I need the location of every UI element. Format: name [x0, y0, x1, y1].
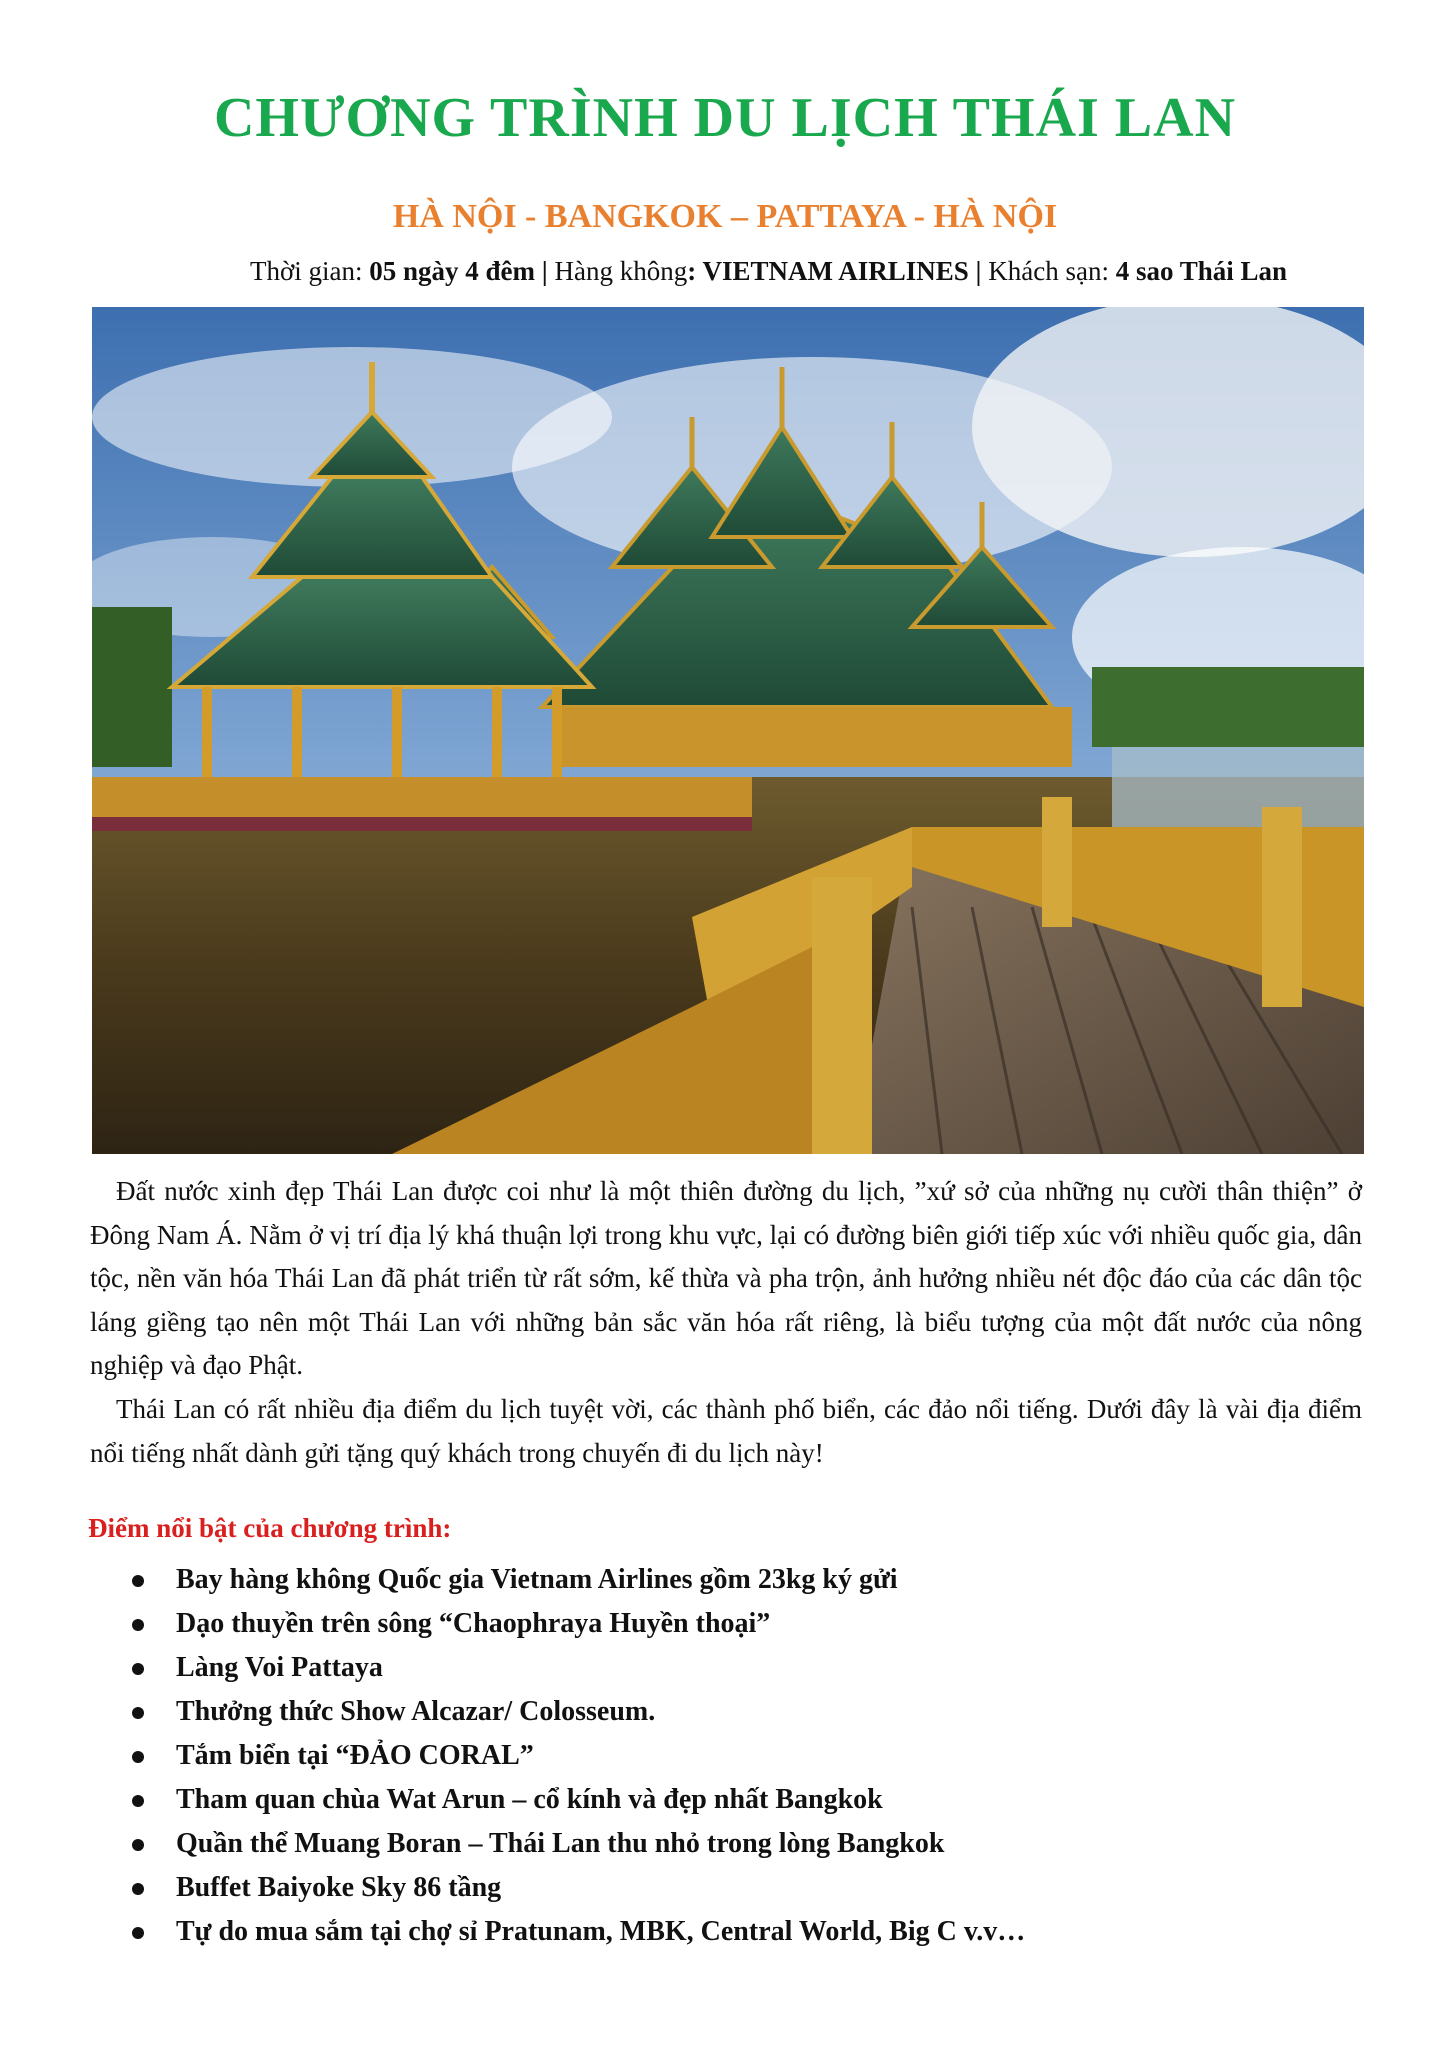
list-item [0, 1822, 1025, 1866]
list-item [0, 1690, 1025, 1734]
list-item [0, 1602, 1025, 1646]
highlight-text: Tự do mua sắm tại chợ sỉ Pratunam, MBK, Central World, Big C v.v… [176, 1916, 1026, 1947]
highlight-text: Buffet Baiyoke Sky 86 tầng [176, 1872, 502, 1903]
intro-paragraph: Thái Lan có rất nhiều địa điểm du lịch tuyệt vời, các thành phố biển, các đảo nổi tiếng. Dưới đây là vài địa điểm nổi tiếng nhất dành gửi tặng quý khách trong chuyến đi du lịch này! [90, 1394, 1362, 1468]
airline-label: Hàng không [554, 256, 688, 286]
duration-value: 05 ngày 4 đêm [369, 256, 536, 286]
bullet-icon [132, 1927, 144, 1939]
highlight-text: Làng Voi Pattaya [176, 1652, 383, 1683]
bullet-icon [132, 1707, 144, 1719]
hotel-value: 4 sao Thái Lan [1115, 256, 1288, 286]
list-item [0, 1910, 1025, 1954]
separator: | [968, 256, 989, 286]
trip-info-line [250, 256, 1287, 287]
separator: | [535, 256, 555, 286]
highlight-text: Tham quan chùa Wat Arun – cổ kính và đẹp nhất Bangkok [176, 1784, 883, 1815]
list-item [0, 1734, 1025, 1778]
bullet-icon [132, 1883, 144, 1895]
bullet-icon [132, 1795, 144, 1807]
list-item [0, 1778, 1025, 1822]
list-item [0, 1646, 1025, 1690]
route-subtitle: HÀ NỘI - BANGKOK – PATTAYA - HÀ NỘI [392, 198, 1058, 235]
bullet-icon [132, 1575, 144, 1587]
list-item [0, 1558, 1025, 1602]
highlight-text: Thưởng thức Show Alcazar/ Colosseum. [176, 1696, 656, 1727]
bullet-icon [132, 1751, 144, 1763]
temple-photo [92, 307, 1364, 1154]
hotel-label: Khách sạn: [988, 256, 1116, 286]
highlights-heading: Điểm nổi bật của chương trình: [88, 1513, 452, 1543]
page-title: CHƯƠNG TRÌNH DU LỊCH THÁI LAN [213, 87, 1237, 149]
highlight-text: Tắm biển tại “ĐẢO CORAL” [176, 1740, 534, 1771]
list-item [0, 1866, 1025, 1910]
bullet-icon [132, 1663, 144, 1675]
intro-paragraph: Đất nước xinh đẹp Thái Lan được coi như là một thiên đường du lịch, ”xứ sở của những nụ cười thân thiện” ở Đông Nam Á. Nằm ở vị trí địa lý khá thuận lợi trong khu vực, lại có đường biên giới tiếp xúc với nhiều quốc gia, dân tộc, nền văn hóa Thái Lan đã phát triển từ rất sớm, kế thừa và pha trộn, ảnh hưởng nhiều nét độc đáo của các dân tộc láng giềng tạo nên một Thái Lan với những bản sắc văn hóa rất riêng, là biểu tượng của một đất nước của nông nghiệp và đạo Phật. [90, 1176, 1362, 1380]
bullet-icon [132, 1619, 144, 1631]
highlight-text: Dạo thuyền trên sông “Chaophraya Huyền thoại” [176, 1608, 771, 1639]
highlights-list [0, 1558, 1025, 1954]
highlight-text: Bay hàng không Quốc gia Vietnam Airlines gồm 23kg ký gửi [176, 1564, 898, 1595]
airline-value: : VIETNAM AIRLINES [687, 256, 969, 286]
bullet-icon [132, 1839, 144, 1851]
highlight-text: Quần thể Muang Boran – Thái Lan thu nhỏ trong lòng Bangkok [176, 1828, 945, 1859]
duration-label: Thời gian: [250, 256, 370, 286]
